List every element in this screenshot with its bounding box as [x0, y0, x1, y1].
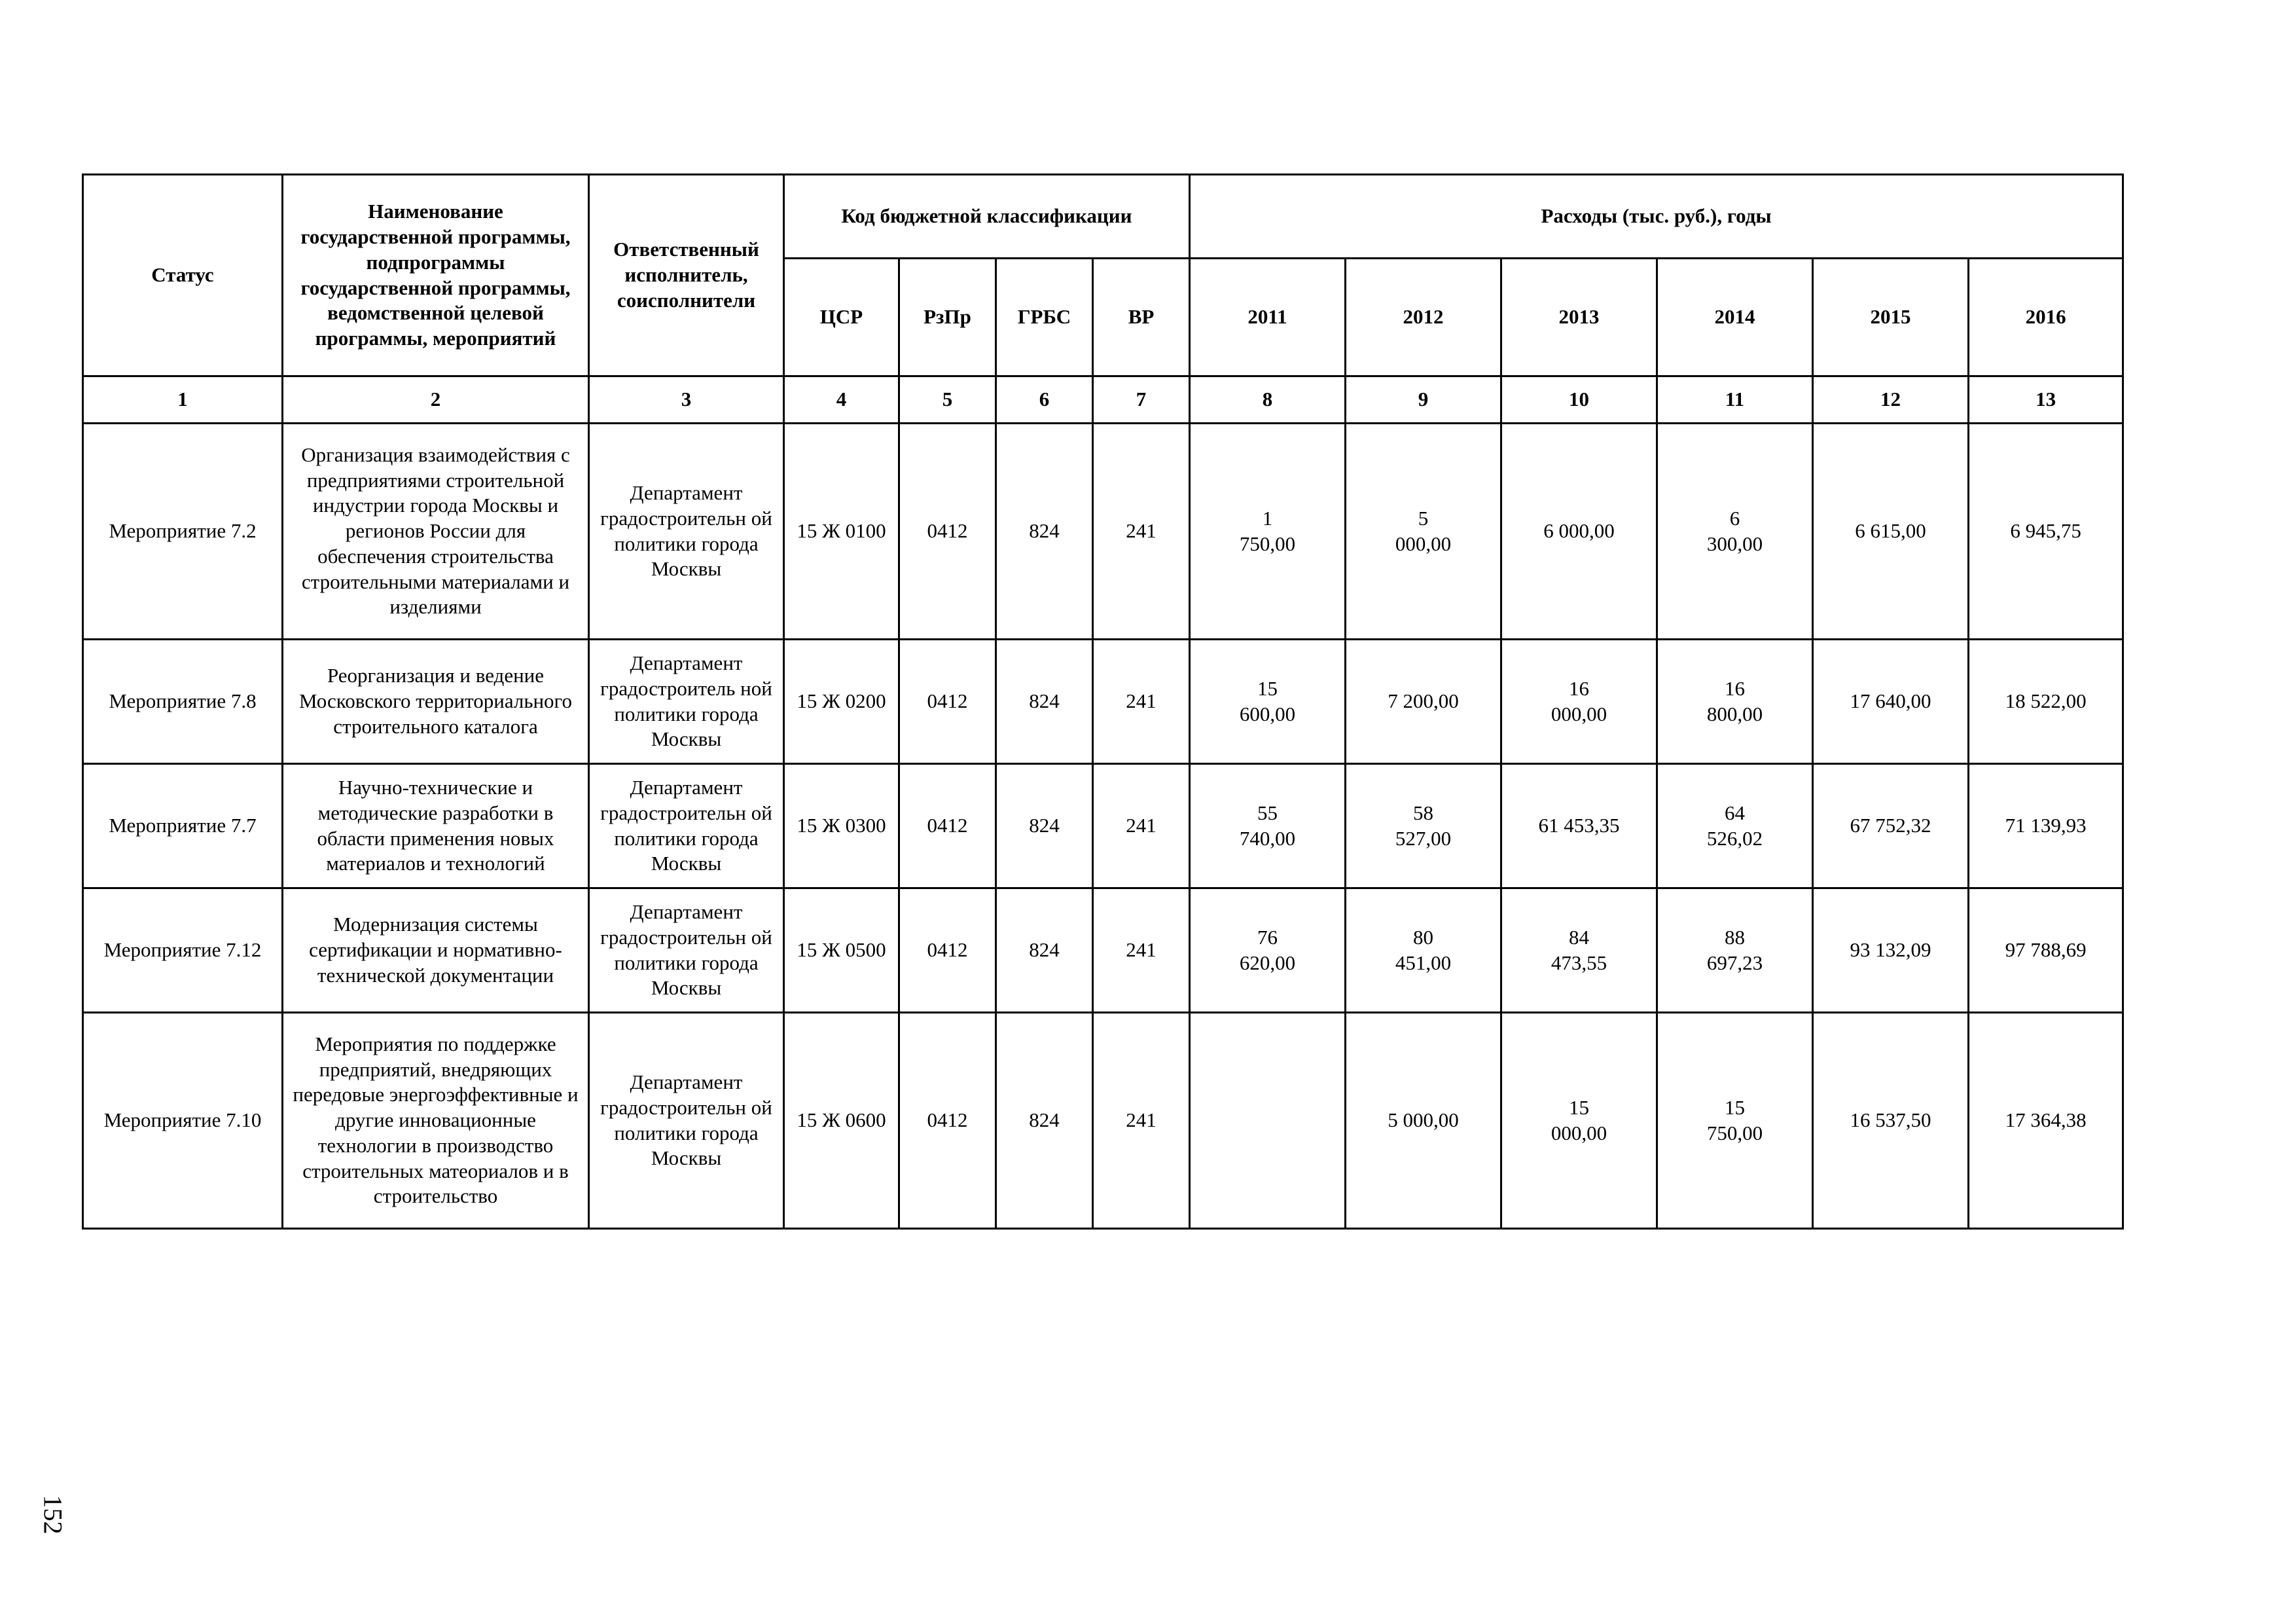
row-amount-2013 — [1501, 424, 1657, 640]
row-vr: 241 — [1093, 424, 1190, 640]
column-number-row — [83, 376, 2123, 424]
page-number: 152 — [38, 1495, 68, 1535]
table-row — [83, 424, 2123, 640]
row-amount-2016 — [1969, 764, 2123, 888]
row-program-name: Организация взаимодействия с предприятиями строительной индустрии города Москвы и регионов России для обеспечения строительства строительными материалами и изделиями — [283, 424, 589, 640]
column-number: 9 — [1346, 376, 1501, 424]
column-number: 4 — [784, 376, 899, 424]
row-status: Мероприятие 7.12 — [83, 888, 283, 1013]
amount-value: 64 526,02 — [1706, 801, 1763, 850]
column-number: 13 — [1969, 376, 2123, 424]
row-responsible: Департамент градостроительн ой политики города Москвы — [589, 424, 784, 640]
amount-value: 61 453,35 — [1538, 814, 1620, 837]
amount-value: 6 945,75 — [2010, 519, 2081, 543]
amount-value: 17 364,38 — [2005, 1108, 2087, 1132]
row-amount-2011 — [1190, 640, 1346, 764]
amount-value: 67 752,32 — [1850, 814, 1931, 837]
header-year-2011: 2011 — [1190, 259, 1346, 376]
amount-value: 5 000,00 — [1388, 1108, 1459, 1132]
amount-value: 1 750,00 — [1239, 506, 1296, 555]
row-amount-2016 — [1969, 1013, 2123, 1229]
row-status: Мероприятие 7.7 — [83, 764, 283, 888]
amount-value: 15 600,00 — [1239, 676, 1296, 725]
table-row — [83, 1013, 2123, 1229]
header-responsible: Ответственный исполнитель, соисполнители — [589, 175, 784, 376]
amount-value: 5 000,00 — [1395, 506, 1452, 555]
amount-value: 16 800,00 — [1706, 676, 1763, 725]
row-csr: 15 Ж 0300 — [784, 764, 899, 888]
row-csr: 15 Ж 0600 — [784, 1013, 899, 1229]
row-amount-2014 — [1657, 640, 1813, 764]
row-responsible: Департамент градостроительн ой политики города Москвы — [589, 764, 784, 888]
column-number: 2 — [283, 376, 589, 424]
amount-value: 6 300,00 — [1706, 506, 1763, 555]
header-csr: ЦСР — [784, 259, 899, 376]
amount-value: 71 139,93 — [2005, 814, 2087, 837]
column-number: 5 — [899, 376, 996, 424]
amount-value: 6 000,00 — [1543, 519, 1615, 543]
row-amount-2011 — [1190, 888, 1346, 1013]
header-year-2016: 2016 — [1969, 259, 2123, 376]
row-amount-2011 — [1190, 424, 1346, 640]
header-year-2015: 2015 — [1813, 259, 1969, 376]
header-expenses: Расходы (тыс. руб.), годы — [1190, 175, 2123, 259]
header-grbs: ГРБС — [996, 259, 1093, 376]
row-grbs: 824 — [996, 640, 1093, 764]
table-row — [83, 888, 2123, 1013]
row-rzpr: 0412 — [899, 1013, 996, 1229]
amount-value: 15 750,00 — [1706, 1095, 1763, 1144]
table-row — [83, 640, 2123, 764]
row-amount-2015 — [1813, 640, 1969, 764]
column-number: 3 — [589, 376, 784, 424]
amount-value: 17 640,00 — [1850, 689, 1931, 713]
row-grbs: 824 — [996, 424, 1093, 640]
amount-value: 15 000,00 — [1551, 1095, 1607, 1144]
amount-value: 16 537,50 — [1850, 1108, 1931, 1132]
column-number: 6 — [996, 376, 1093, 424]
amount-value: 55 740,00 — [1239, 801, 1296, 850]
row-program-name: Мероприятия по поддержке предприятий, внедряющих передовые энергоэффективные и другие инновационные технологии в производство строительных матеориалов и в строительство — [283, 1013, 589, 1229]
amount-value: 93 132,09 — [1850, 938, 1931, 962]
row-amount-2014 — [1657, 764, 1813, 888]
row-amount-2016 — [1969, 888, 2123, 1013]
row-vr: 241 — [1093, 640, 1190, 764]
column-number: 8 — [1190, 376, 1346, 424]
amount-value: 97 788,69 — [2005, 938, 2087, 962]
column-number: 1 — [83, 376, 283, 424]
column-number: 11 — [1657, 376, 1813, 424]
row-amount-2016 — [1969, 424, 2123, 640]
amount-value: 18 522,00 — [2005, 689, 2087, 713]
row-status: Мероприятие 7.8 — [83, 640, 283, 764]
row-responsible: Департамент градостроительн ой политики города Москвы — [589, 1013, 784, 1229]
row-amount-2014 — [1657, 1013, 1813, 1229]
row-rzpr: 0412 — [899, 764, 996, 888]
amount-value: 76 620,00 — [1239, 925, 1296, 974]
row-amount-2014 — [1657, 424, 1813, 640]
row-amount-2012 — [1346, 424, 1501, 640]
row-vr: 241 — [1093, 764, 1190, 888]
row-status: Мероприятие 7.2 — [83, 424, 283, 640]
header-program-name: Наименование государственной программы, подпрограммы государственной программы, ведомственной целевой программы, мероприятий — [283, 175, 589, 376]
row-amount-2012 — [1346, 888, 1501, 1013]
header-row-top — [83, 175, 2123, 259]
row-amount-2012 — [1346, 764, 1501, 888]
row-program-name: Научно-технические и методические разработки в области применения новых материалов и технологий — [283, 764, 589, 888]
amount-value: 16 000,00 — [1551, 676, 1607, 725]
header-vr: ВР — [1093, 259, 1190, 376]
row-amount-2015 — [1813, 424, 1969, 640]
row-csr: 15 Ж 0200 — [784, 640, 899, 764]
header-status: Статус — [83, 175, 283, 376]
amount-value: 84 473,55 — [1551, 925, 1607, 974]
row-amount-2015 — [1813, 888, 1969, 1013]
row-amount-2014 — [1657, 888, 1813, 1013]
column-number: 7 — [1093, 376, 1190, 424]
row-amount-2011 — [1190, 764, 1346, 888]
row-rzpr: 0412 — [899, 888, 996, 1013]
row-csr: 15 Ж 0500 — [784, 888, 899, 1013]
column-number: 12 — [1813, 376, 1969, 424]
row-grbs: 824 — [996, 764, 1093, 888]
row-status: Мероприятие 7.10 — [83, 1013, 283, 1229]
row-amount-2011 — [1190, 1013, 1346, 1229]
header-year-2012: 2012 — [1346, 259, 1501, 376]
row-amount-2012 — [1346, 1013, 1501, 1229]
row-program-name: Реорганизация и ведение Московского территориального строительного каталога — [283, 640, 589, 764]
amount-value: 80 451,00 — [1395, 925, 1452, 974]
header-year-2013: 2013 — [1501, 259, 1657, 376]
header-year-2014: 2014 — [1657, 259, 1813, 376]
row-responsible: Департамент градостроитель ной политики города Москвы — [589, 640, 784, 764]
row-grbs: 824 — [996, 888, 1093, 1013]
row-amount-2012 — [1346, 640, 1501, 764]
amount-value: 6 615,00 — [1855, 519, 1926, 543]
column-number: 10 — [1501, 376, 1657, 424]
row-vr: 241 — [1093, 888, 1190, 1013]
row-amount-2013 — [1501, 640, 1657, 764]
row-amount-2013 — [1501, 764, 1657, 888]
row-rzpr: 0412 — [899, 424, 996, 640]
row-responsible: Департамент градостроительн ой политики города Москвы — [589, 888, 784, 1013]
row-amount-2015 — [1813, 764, 1969, 888]
header-rzpr: РзПр — [899, 259, 996, 376]
header-budget-code: Код бюджетной классификации — [784, 175, 1190, 259]
amount-value: 7 200,00 — [1388, 689, 1459, 713]
row-amount-2013 — [1501, 888, 1657, 1013]
row-grbs: 824 — [996, 1013, 1093, 1229]
budget-table — [82, 173, 2124, 1230]
row-amount-2016 — [1969, 640, 2123, 764]
row-program-name: Модернизация системы сертификации и нормативно-технической документации — [283, 888, 589, 1013]
row-amount-2015 — [1813, 1013, 1969, 1229]
amount-value: 58 527,00 — [1395, 801, 1452, 850]
row-vr: 241 — [1093, 1013, 1190, 1229]
row-csr: 15 Ж 0100 — [784, 424, 899, 640]
row-amount-2013 — [1501, 1013, 1657, 1229]
table-row — [83, 764, 2123, 888]
amount-value: 88 697,23 — [1706, 925, 1763, 974]
row-rzpr: 0412 — [899, 640, 996, 764]
